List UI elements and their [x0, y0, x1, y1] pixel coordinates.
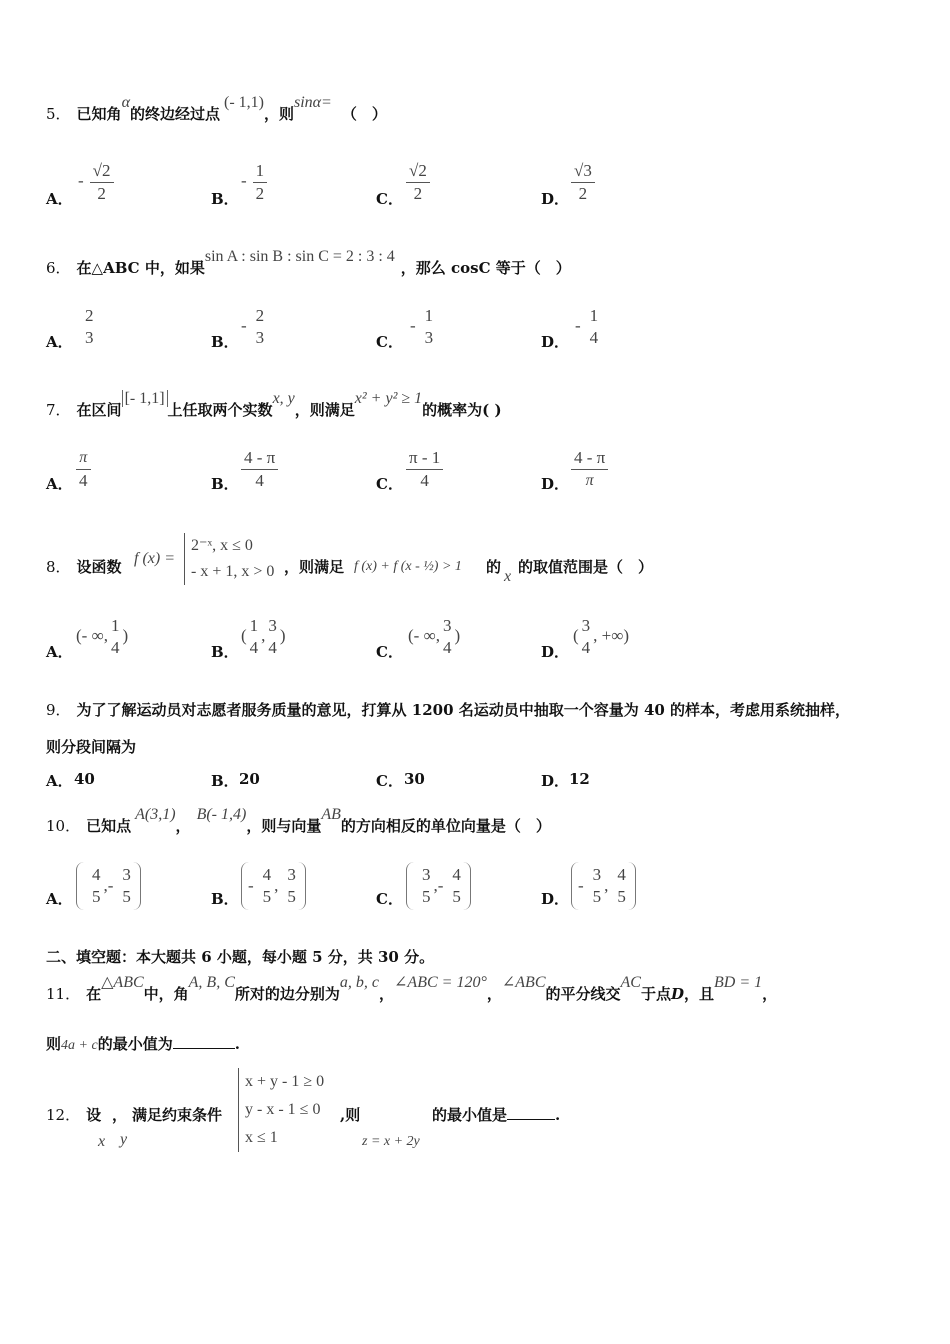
question-number: 10． [46, 817, 81, 835]
interval-start: ( [573, 625, 579, 645]
math-alpha: α [121, 94, 130, 111]
sign: - [437, 876, 444, 895]
option-c[interactable] [376, 160, 536, 220]
numerator: 4 [92, 865, 101, 884]
denominator: 3 [255, 328, 265, 347]
fraction [90, 160, 114, 205]
fraction [284, 864, 299, 908]
denominator: 2 [578, 184, 588, 203]
numerator: 3 [287, 865, 296, 884]
constraint-1: x + y - 1 ≥ 0 [245, 1073, 325, 1090]
option-label: B． [211, 890, 239, 908]
fraction [590, 864, 605, 908]
options-7 [46, 447, 746, 507]
numerator: √2 [92, 161, 111, 180]
stem-text: 设函数 [76, 558, 122, 576]
option-b[interactable] [211, 862, 371, 922]
numerator: 1 [249, 616, 259, 635]
sign: - [241, 315, 247, 335]
denominator: 4 [249, 638, 259, 657]
math-triangle: △ABC [101, 974, 144, 991]
numerator: 4 [617, 865, 626, 884]
constraint-system [238, 1068, 324, 1152]
fraction [579, 615, 594, 659]
option-label: D． [541, 333, 570, 351]
numerator: π [79, 449, 88, 466]
math-expression: 4a + c [61, 1038, 98, 1053]
sign: - [578, 876, 584, 895]
denominator: 5 [122, 887, 131, 906]
denominator: 3 [424, 328, 434, 347]
option-d[interactable] [541, 447, 701, 507]
numerator: 3 [122, 865, 131, 884]
math-sides: a, b, c [339, 974, 379, 991]
stem-text: 则分段间隔为 [46, 738, 137, 756]
question-6 [46, 248, 910, 279]
question-number: 12． [46, 1106, 81, 1124]
vector: 3 5 , - 4 5 [406, 862, 471, 910]
numerator: 1 [589, 306, 599, 325]
denominator: 3 [85, 328, 94, 347]
numerator: 1 [110, 616, 120, 635]
numerator: 3 [268, 616, 277, 635]
stem-text: . [234, 1035, 240, 1053]
fraction [260, 864, 275, 908]
stem-text: ,则 [340, 1106, 361, 1124]
fraction [422, 305, 437, 349]
stem-tail [432, 1105, 560, 1125]
math-angle: ∠ABC [501, 974, 546, 991]
stem-text: ，那么 cosC 等于（ ） [400, 259, 571, 277]
interval-start: ( [241, 625, 247, 645]
fraction [119, 864, 134, 908]
option-label: D． [541, 475, 570, 493]
numerator: 3 [581, 616, 591, 635]
answer-blank[interactable] [507, 1119, 555, 1120]
stem-text: 上任取两个实数 [167, 401, 273, 419]
math-f: f (x) = [134, 550, 175, 567]
case-2: - x + 1, x > 0 [191, 563, 275, 580]
fraction [108, 615, 123, 659]
numerator: 3 [422, 865, 431, 884]
fraction [247, 615, 262, 659]
denominator: 5 [287, 887, 296, 906]
question-7 [46, 390, 910, 421]
fraction [241, 447, 278, 492]
option-label: D． [541, 190, 570, 208]
numerator: 4 - π [574, 448, 606, 467]
numerator: 4 - π [244, 448, 276, 467]
numerator: 4 [262, 865, 272, 884]
option-label: C． [376, 333, 403, 351]
options-9 [46, 770, 746, 794]
math-condition: f (x) + f (x - ½) > 1 [354, 559, 462, 574]
numerator: 2 [255, 306, 265, 325]
option-d[interactable] [541, 615, 701, 675]
interval-start: (- ∞, [76, 625, 108, 645]
sign: - [78, 171, 84, 191]
options-5 [46, 160, 746, 220]
sign: - [248, 876, 254, 895]
fraction [406, 160, 430, 205]
vector: 4 5 , - 3 5 [76, 862, 141, 910]
denominator: 5 [422, 887, 431, 906]
question-number: 6． [46, 259, 71, 277]
stem-text: 的概率为( ) [422, 401, 502, 419]
math-bd: BD = 1 [714, 974, 763, 991]
constraint-3: x ≤ 1 [245, 1129, 278, 1146]
option-b[interactable] [211, 305, 371, 365]
option-label: A． [46, 190, 73, 208]
math-point-b: B(- 1,4) [196, 806, 247, 823]
stem-text: 已知角 [76, 105, 122, 123]
interval-start: (- ∞, [408, 625, 440, 645]
math-segment: AC [620, 974, 641, 991]
options-10 [46, 862, 746, 922]
stem-text: 于点 [640, 985, 671, 1003]
option-c[interactable] [376, 305, 536, 365]
option-label: D． [541, 643, 570, 661]
answer-blank[interactable] [173, 1048, 235, 1049]
fraction [587, 305, 602, 349]
option-b[interactable] [211, 447, 371, 507]
option-label: B． [211, 190, 239, 208]
option-c[interactable] [376, 447, 536, 507]
fraction [82, 305, 97, 349]
fraction [449, 864, 464, 908]
denominator: 2 [255, 184, 265, 203]
stem-text: （ ） [341, 105, 387, 123]
option-label: C． [376, 643, 403, 661]
option-label: B． [211, 772, 239, 790]
option-a[interactable] [46, 862, 206, 922]
question-number: 5． [46, 105, 71, 123]
option-label: A． [46, 643, 73, 661]
math-point-a: A(3,1) [135, 806, 176, 823]
denominator: 4 [255, 471, 264, 490]
stem-text: . [555, 1106, 561, 1124]
sign: - [575, 315, 581, 335]
option-text: 40 [74, 770, 95, 788]
denominator: 5 [452, 887, 461, 906]
case-1: 2⁻ˣ, x ≤ 0 [191, 537, 253, 554]
stem-text: 则 [46, 1035, 62, 1053]
math-y: y [120, 1131, 128, 1148]
option-label: C． [376, 475, 403, 493]
stem-text: 为了了解运动员对志愿者服务质量的意见，打算从 1200 名运动员中抽取一个容量为 40 的样本，考虑用系统抽样， [76, 701, 851, 719]
fraction [89, 864, 104, 908]
option-d[interactable] [541, 862, 701, 922]
numerator: √2 [409, 161, 427, 180]
denominator: 5 [92, 887, 101, 906]
option-label: B． [211, 643, 239, 661]
option-a[interactable] [46, 305, 206, 365]
option-c[interactable] [376, 615, 536, 675]
vector: - 4 5 , 3 5 [241, 862, 306, 910]
math-angle-value: ∠ABC = 120° [394, 974, 487, 991]
interval-end: ) [454, 625, 461, 645]
math-x: x [504, 568, 512, 585]
math-ratio: sin A : sin B : sin C = 2 : 3 : 4 [204, 248, 395, 265]
stem-text: 的最小值是 [432, 1106, 508, 1124]
numerator: 3 [442, 616, 452, 635]
math-point: (- 1,1) [223, 94, 264, 111]
stem-text: ， [486, 985, 502, 1003]
stem-text: 的最小值为 [97, 1035, 173, 1053]
denominator: 4 [79, 471, 88, 490]
fraction [614, 864, 629, 908]
question-11 [46, 974, 910, 1005]
stem-text: 在△ABC 中，如果 [76, 259, 205, 277]
denominator: 2 [97, 184, 106, 203]
denominator: 4 [110, 638, 120, 657]
option-b[interactable] [211, 160, 371, 220]
option-d[interactable] [541, 770, 701, 794]
numerator: 1 [424, 306, 434, 325]
interval-end: , +∞) [593, 625, 630, 645]
stem-text: ，则满足 [294, 401, 355, 419]
stem-text: 所对的边分别为 [234, 985, 340, 1003]
stem-text: ， [175, 817, 191, 835]
option-a[interactable] [46, 770, 206, 794]
numerator: 3 [592, 865, 602, 884]
stem-text: ， [379, 985, 395, 1003]
option-label: A． [46, 772, 73, 790]
stem-text: 的终边经过点 [129, 105, 220, 123]
option-a[interactable] [46, 615, 206, 675]
denominator: 2 [413, 184, 423, 203]
stem-text: ， [762, 985, 778, 1003]
option-c[interactable] [376, 770, 536, 794]
fraction [440, 615, 455, 659]
options-8 [46, 615, 746, 675]
stem-text: ，且 [683, 985, 714, 1003]
math-inequality: x² + y² ≥ 1 [354, 390, 423, 407]
stem-text: ，则满足 [284, 558, 345, 576]
denominator: 4 [581, 638, 591, 657]
numerator: 2 [85, 306, 94, 325]
fraction [253, 160, 268, 205]
math-angles: A, B, C [188, 974, 235, 991]
math-point-d: D [670, 985, 684, 1003]
interval-end: ) [279, 625, 286, 645]
numerator: √3 [574, 161, 592, 180]
stem-text: 的方向相反的单位向量是（ ） [340, 817, 551, 835]
option-label: A． [46, 890, 73, 908]
separator: , [261, 625, 266, 645]
fraction [253, 305, 268, 349]
option-text: 12 [569, 770, 590, 788]
fraction [419, 864, 434, 908]
question-9-line2 [46, 737, 910, 757]
stem-text: 的取值范围是（ ） [518, 558, 654, 576]
denominator: 4 [420, 471, 429, 490]
stem-text: 在 [86, 985, 102, 1003]
denominator: 5 [617, 887, 626, 906]
option-label: C． [376, 190, 403, 208]
section-heading: 二、填空题：本大题共 6 小题，每小题 5 分，共 30 分。 [46, 948, 435, 966]
option-label: A． [46, 475, 73, 493]
option-label: A． [46, 333, 73, 351]
stem-text: ，则与向量 [246, 817, 322, 835]
option-d[interactable] [541, 305, 701, 365]
option-label: C． [376, 890, 403, 908]
stem-text: 的平分线交 [545, 985, 621, 1003]
numerator: 1 [255, 161, 265, 180]
piecewise-brace [184, 533, 274, 585]
stem-text: 已知点 [86, 817, 132, 835]
stem-text: 的 [486, 558, 502, 576]
constraint-2: y - x - 1 ≤ 0 [245, 1101, 321, 1118]
denominator: 4 [268, 638, 277, 657]
math-vector-ab: AB [321, 806, 341, 823]
vector: - 3 5 , 4 5 [571, 862, 636, 910]
question-8 [46, 533, 910, 589]
fraction [406, 447, 443, 492]
option-b[interactable] [211, 615, 371, 675]
option-label: B． [211, 475, 239, 493]
question-number: 9． [46, 701, 71, 719]
math-objective: z = x + 2y [362, 1134, 420, 1149]
numerator: 4 [452, 865, 461, 884]
interval-end: ) [122, 625, 129, 645]
stem-text: 满足约束条件 [132, 1106, 223, 1124]
question-number: 11． [46, 985, 81, 1003]
question-9 [46, 700, 910, 720]
option-d[interactable] [541, 160, 701, 220]
question-number: 7． [46, 401, 71, 419]
option-label: B． [211, 333, 239, 351]
denominator: 5 [262, 887, 272, 906]
option-c[interactable] [376, 862, 536, 922]
math-interval: [- 1,1] [122, 390, 168, 407]
option-b[interactable] [211, 770, 371, 794]
question-5 [46, 94, 910, 125]
denominator: π [585, 472, 594, 489]
denominator: 4 [589, 328, 599, 347]
question-11-line2 [46, 1034, 910, 1056]
option-a[interactable] [46, 160, 206, 220]
math-xy: x, y [272, 390, 295, 407]
question-10 [46, 806, 910, 837]
sign: - [241, 171, 247, 191]
option-text: 30 [404, 770, 425, 788]
option-text: 20 [239, 770, 260, 788]
stem-text: ，则 [263, 105, 294, 123]
denominator: 5 [592, 887, 602, 906]
stem-text: ， [112, 1106, 128, 1124]
option-a[interactable] [46, 447, 206, 507]
denominator: 4 [442, 638, 452, 657]
question-12 [46, 1068, 910, 1158]
option-label: D． [541, 890, 570, 908]
option-label: C． [376, 772, 403, 790]
math-sin: sinα= [293, 94, 332, 111]
math-x: x [98, 1133, 106, 1150]
sign: - [410, 315, 416, 335]
fraction [265, 615, 280, 659]
fraction [571, 447, 608, 492]
stem-text: 中，角 [143, 985, 189, 1003]
option-label: D． [541, 772, 570, 790]
sign: - [107, 876, 114, 895]
options-6 [46, 305, 746, 365]
fraction [571, 160, 595, 205]
stem-text: 在区间 [76, 401, 122, 419]
stem-text: 设 [86, 1106, 102, 1124]
numerator: π - 1 [409, 448, 441, 467]
question-number: 8． [46, 558, 71, 576]
fraction [76, 447, 91, 492]
